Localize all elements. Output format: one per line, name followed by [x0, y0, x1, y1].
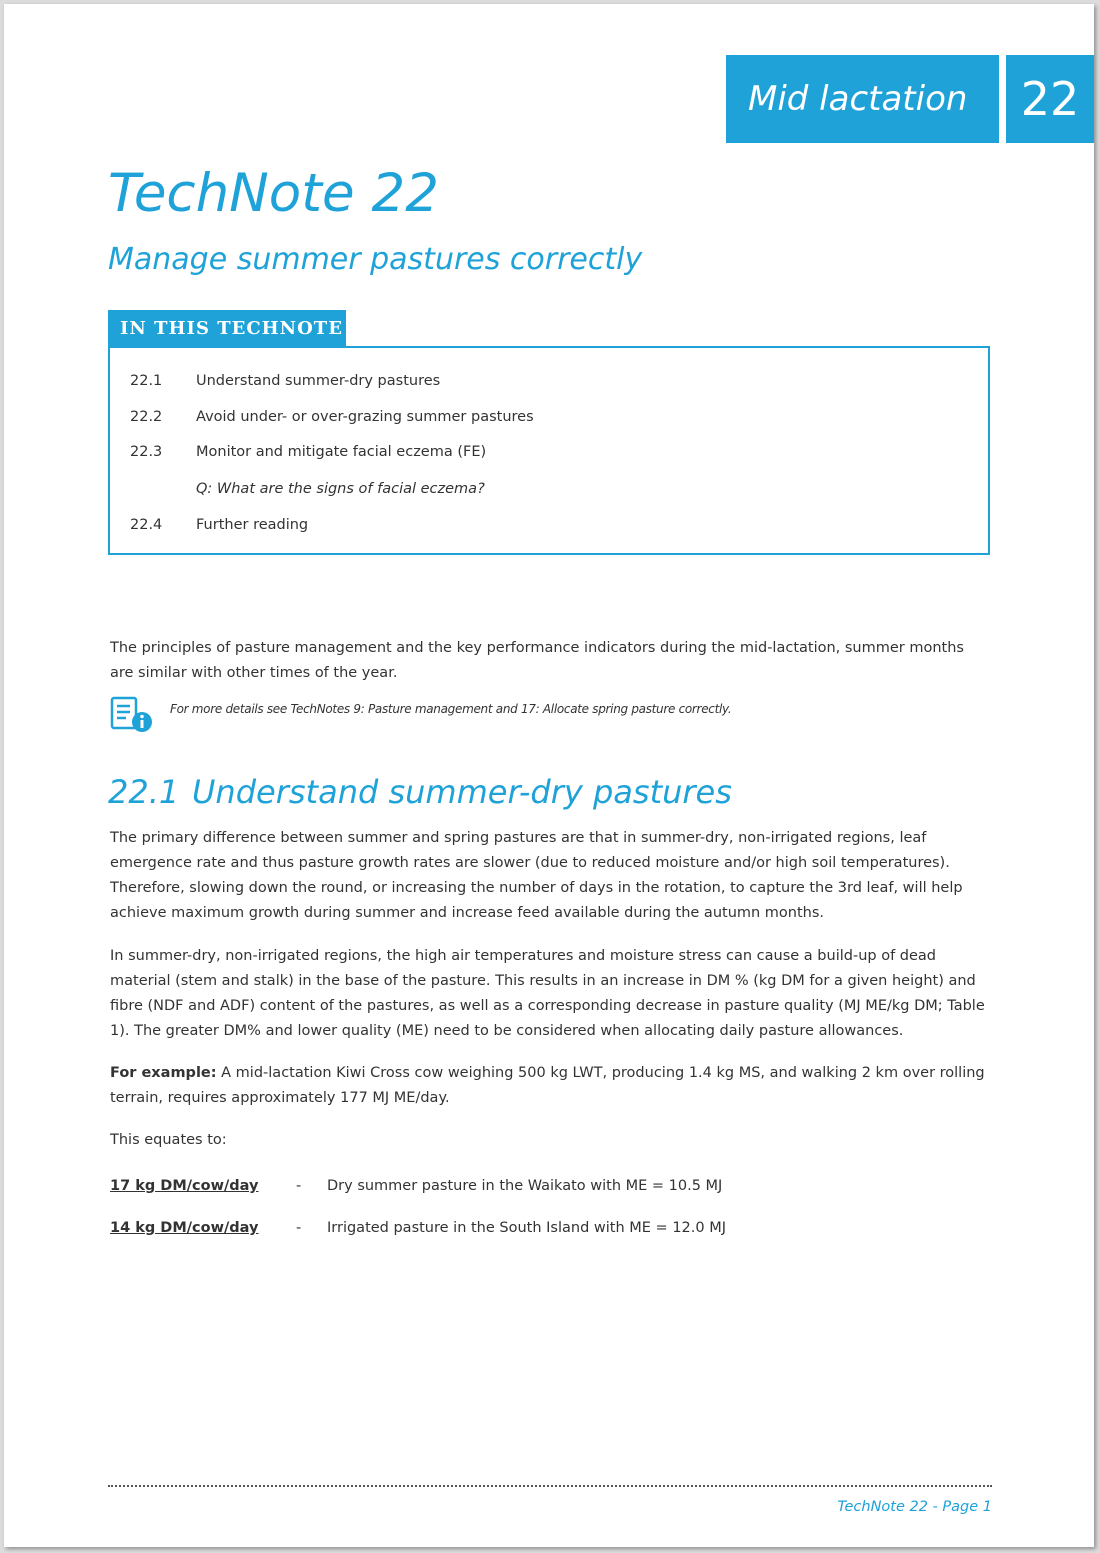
- toc-item-number: 22.3: [130, 444, 163, 460]
- toc-heading: IN THIS TECHNOTE: [108, 310, 346, 347]
- body-paragraph-2: In summer-dry, non-irrigated regions, the high air temperatures and moisture stress can cause a build-up of dead material (stem and stalk) in the base of the pasture. This results in an increase in DM % (kg DM for a given height) and fibre (NDF and ADF) content of the pastures, as well as a corresponding decrease in pasture quality (MJ ME/kg DM; Table 1). The greater DM% and lower quality (ME) need to be considered when allocating daily pasture allowances.: [110, 948, 985, 1039]
- equation-amount: 14 kg DM/cow/day: [110, 1220, 259, 1236]
- equation-amount: 17 kg DM/cow/day: [110, 1178, 259, 1194]
- example-paragraph: [110, 1061, 990, 1111]
- section-heading: [108, 770, 732, 814]
- toc-box: [108, 346, 990, 555]
- example-label: For example:: [110, 1065, 217, 1081]
- toc-item-number: 22.4: [130, 517, 163, 533]
- equation-dash: -: [296, 1220, 302, 1236]
- document-page: [4, 4, 1094, 1547]
- page-subtitle: Manage summer pastures correctly: [108, 242, 643, 277]
- toc-item-number: 22.2: [130, 409, 163, 425]
- toc-item-number: 22.1: [130, 373, 163, 389]
- page-title: TechNote 22: [108, 163, 439, 224]
- toc-item-text: Avoid under- or over-grazing summer pastures: [196, 409, 534, 425]
- document-info-icon: [108, 694, 154, 734]
- section-heading-title: Understand summer-dry pastures: [192, 773, 732, 811]
- footer-divider: [108, 1485, 992, 1487]
- toc-item-text: Monitor and mitigate facial eczema (FE): [196, 444, 487, 460]
- equation-description: Irrigated pasture in the South Island with ME = 12.0 MJ: [327, 1220, 726, 1236]
- equation-description: Dry summer pasture in the Waikato with ME = 10.5 MJ: [327, 1178, 723, 1194]
- page-footer: TechNote 22 - Page 1: [837, 1499, 992, 1515]
- toc-item-text: Further reading: [196, 517, 309, 533]
- body-paragraph-1: The primary difference between summer and spring pastures are that in summer-dry, non-irrigated regions, leaf emergence rate and thus pasture growth rates are slower (due to reduced moisture and/or high soil temperatures). Therefore, slowing down the round, or increasing the number of days in the rotation, to capture the 3rd leaf, will help achieve maximum growth during summer and increase feed available during the autumn months.: [110, 830, 963, 921]
- see-also-note: For more details see TechNotes 9: Pasture management and 17: Allocate spring pasture correctly.: [170, 702, 732, 716]
- intro-paragraph: The principles of pasture management and the key performance indicators during the mid-lactation, summer months are similar with other times of the year.: [110, 640, 964, 681]
- toc-item-text: Q: What are the signs of facial eczema?: [196, 481, 485, 497]
- example-text: A mid-lactation Kiwi Cross cow weighing 500 kg LWT, producing 1.4 kg MS, and walking 2 km over rolling terrain, requires approximately 177 MJ ME/day.: [110, 1065, 985, 1106]
- section-heading-number: 22.1: [108, 773, 180, 811]
- section-label-banner: Mid lactation: [726, 55, 999, 143]
- toc-item-text: Understand summer-dry pastures: [196, 373, 441, 389]
- section-number-badge: 22: [1006, 55, 1094, 143]
- equation-dash: -: [296, 1178, 302, 1194]
- equates-text: This equates to:: [110, 1132, 227, 1148]
